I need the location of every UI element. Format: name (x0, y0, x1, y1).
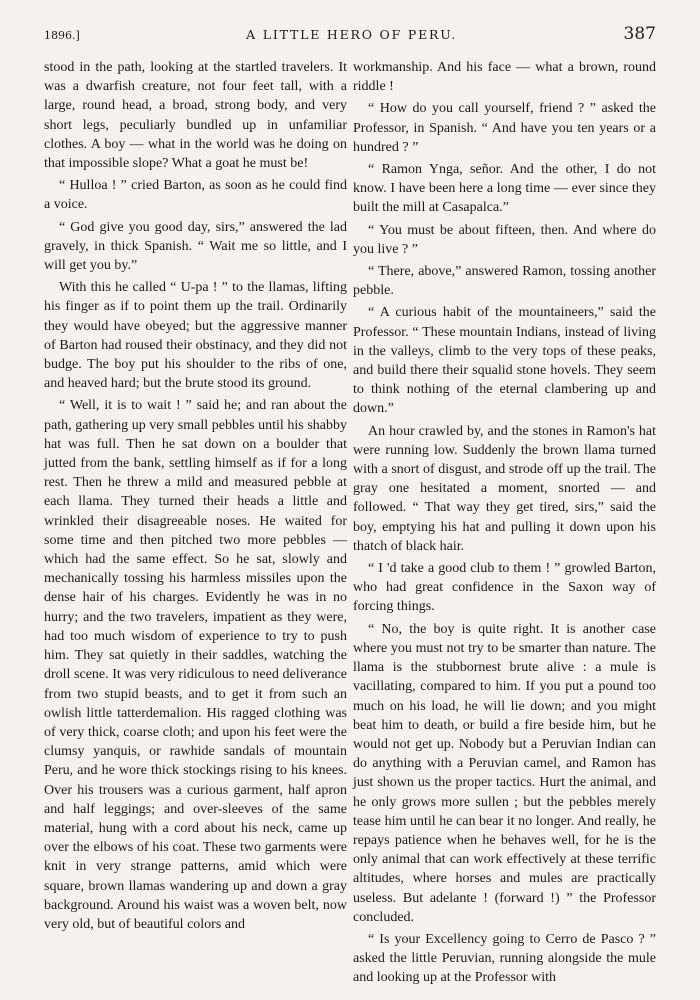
paragraph: “ There, above,” answered Ramon, tossing another pebble. (353, 264, 656, 299)
issue-year: 1896.] (44, 29, 80, 42)
paragraph: With this he called “ U-pa ! ” to the llamas, lifting his finger as if to point them up the trail. Ordinarily they would have obeyed; but the aggressive manner of Barton had roused their obstinacy, and they did not budge. The boy put his shoulder to the ribs of one, and heaved hard; but the brute stood its ground. (44, 280, 347, 392)
paragraph: “ God give you good day, sirs,” answered the lad gravely, in thick Spanish. “ Wait me so little, and I will get you by.” (44, 219, 347, 274)
page-header (44, 24, 656, 52)
paragraph: “ Ramon Ynga, señor. And the other, I do not know. I have been here a long time — ever since they built the mill at Casapalca.” (353, 162, 656, 216)
running-title: A LITTLE HERO OF PERU. (246, 27, 458, 42)
paragraph: “ A curious habit of the mountaineers,” said the Professor. “ These mountain Indians, instead of living in the valleys, climb to the very tops of these peaks, and build there their squalid stone hovels. They seem to think nothing of the eternal clambering up and down.” (353, 305, 656, 417)
right-column (353, 58, 656, 988)
paragraph: An hour crawled by, and the stones in Ramon's hat were running low. Suddenly the brown llama turned with a snort of disgust, and strode off up the trail. The gray one hesitated a moment, snorted — and followed. “ That way they get tired, sirs,” said the boy, emptying his hat and pulling it down upon his thatch of black hair. (353, 423, 656, 554)
paragraph: “ I 'd take a good club to them ! ” growled Barton, who had great confidence in the Saxon way of forcing things. (353, 561, 656, 615)
paragraph: “ You must be about fifteen, then. And where do you live ? ” (353, 222, 656, 257)
paragraph: “ How do you call yourself, friend ? ” asked the Professor, in Spanish. “ And have you ten years or a hundred ? ” (353, 101, 656, 155)
paragraph: “ Well, it is to wait ! ” said he; and ran about the path, gathering up very small pebbles until his shabby hat was full. Then he sat down on a boulder that jutted from the bank, settling himself as if for a long rest. Then he threw a mild and measured pebble at each llama. They turned their heads a little and wrinkled their disagreeable noses. He waited for some time and then pitched two more pebbles — which had the same effect. So he sat, slowly and mechanically tossing his harmless missiles upon the dense hair of his charges. Evidently he was in no hurry; and the two travelers, impatient as they were, had too much wisdom of experience to try to push him. They sat quietly in their saddles, watching the droll scene. It was very ridiculous to need deliverance from two stupid beasts, and to get it from such an owlish little tatterdemalion. His ragged clothing was of very thick, coarse cloth; and upon his feet were the clumsy yanquis, or rawhide sandals of mountain Peru, and he wore thick stockings rising to his knees. Over his trousers was a curious garment, half apron and half leggings; and over-sleeves of the same material, hung with a cord about his neck, came up over the elbows of his coat. These two garments were knit in very strange patterns, amid which were square, brown llamas wandering up and down a gray background. Around his waist was a woven belt, now very old, but of beautiful colors and (44, 398, 347, 932)
left-column (44, 58, 347, 934)
paragraph: stood in the path, looking at the startled travelers. It was a dwarfish creature, not four feet tall, with a large, round head, a broad, strong body, and very short legs, peculiarly bundled up in unfamiliar clothes. A boy — what in the world was he doing on that impossible slope? What a goat he must be! (44, 60, 347, 172)
paragraph: “ No, the boy is quite right. It is another case where you must not try to be smarter than nature. The llama is the stubbornest brute alive : a mule is vacillating, compared to him. If you put a pound too much on his load, he will lie down; and you might beat him to death, or build a fire beside him, but he would not get up. Nobody but a Peruvian Indian can do anything with a Peruvian camel, and Ramon has just shown us the proper tactics. Hurt the animal, and he only grows more sullen ; but the pebbles merely tease him until he can bear it no longer. And really, he repays patience when he behaves well, for he is the only animal that can work effectively at these terrific altitudes, where horses and mules are practically useless. But adelante ! (forward !) ” the Professor concluded. (353, 621, 656, 925)
paragraph: “ Hulloa ! ” cried Barton, as soon as he could find a voice. (44, 178, 347, 213)
page-number: 387 (623, 24, 656, 44)
paragraph: “ Is your Excellency going to Cerro de Pasco ? ” asked the little Peruvian, running alongside the mule and looking up at the Professor with (353, 931, 656, 986)
paragraph: workmanship. And his face — what a brown, round riddle ! (353, 60, 656, 95)
